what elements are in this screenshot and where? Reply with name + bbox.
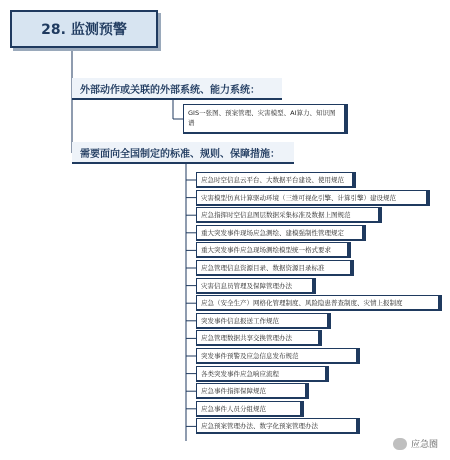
standard-item bbox=[196, 295, 442, 311]
standard-item-label: 应急管理数据共享交换管理办法 bbox=[201, 334, 292, 343]
leaf-label: GIS一张图、预案管理、灾害模型、AI算力、知识图谱 bbox=[188, 109, 336, 127]
standard-item bbox=[196, 207, 382, 223]
standard-item bbox=[196, 190, 430, 206]
standard-item bbox=[196, 260, 354, 276]
standard-item-label: 灾害信息员管理及保障管理办法 bbox=[201, 281, 292, 290]
watermark-label: 应急圈 bbox=[410, 440, 438, 450]
branch-external-systems bbox=[72, 78, 282, 100]
standard-item-label: 应急事件人员分组规范 bbox=[201, 404, 266, 413]
standard-item-label: 应急预案管理办法、数字化预案管理办法 bbox=[201, 422, 318, 431]
standard-item bbox=[196, 313, 331, 329]
root-title: 28. 监测预警 bbox=[41, 22, 127, 38]
branch-label: 外部动作或关联的外部系统、能力系统： bbox=[80, 84, 260, 96]
standard-item-label: 突发事件预警及应急信息发布规范 bbox=[201, 352, 299, 360]
standard-item bbox=[196, 348, 360, 364]
standard-item bbox=[196, 225, 366, 241]
leaf-external-systems bbox=[183, 104, 348, 134]
standard-item bbox=[196, 418, 360, 434]
standard-item-label: 突发事件信息报送工作规范 bbox=[201, 316, 279, 325]
standard-item-label: 各类突发事件应急响应流程 bbox=[201, 369, 279, 378]
root-topic bbox=[10, 10, 158, 48]
standard-item-label: 应急事件指挥保障规范 bbox=[201, 387, 266, 396]
standard-item-label: 应急管理信息资源目录、数据资源目录标准 bbox=[201, 264, 325, 272]
standard-item bbox=[196, 330, 322, 346]
standard-item-label: 重大突发事件应急现场测绘模型统一格式要求 bbox=[201, 246, 331, 255]
standard-item bbox=[196, 401, 304, 417]
branch-standards bbox=[72, 142, 294, 164]
standard-item bbox=[196, 366, 329, 382]
watermark bbox=[393, 437, 438, 450]
standard-item-label: 重大突发事件现场应急测绘、建模强制性管理规定 bbox=[201, 228, 344, 237]
standard-item bbox=[196, 278, 316, 294]
standard-item-label: 应急指挥时空信息图层数据采集标准及数据上图规范 bbox=[201, 211, 351, 220]
standard-item bbox=[196, 383, 309, 399]
wechat-icon bbox=[393, 438, 407, 450]
standard-item-label: 应急（安全生产）网格化管理制度、风险隐患普查制度、灾情上报制度 bbox=[201, 299, 403, 308]
standard-item-label: 应急时空信息云平台、大数据平台建设、使用规范 bbox=[201, 176, 344, 184]
standard-item bbox=[196, 242, 351, 258]
standard-item-label: 灾害模型仿真计算驱动环境（三维可视化引擎、计算引擎）建设规范 bbox=[201, 193, 396, 202]
branch-label: 需要面向全国制定的标准、规则、保障措施： bbox=[80, 148, 280, 160]
standard-item bbox=[196, 172, 356, 188]
